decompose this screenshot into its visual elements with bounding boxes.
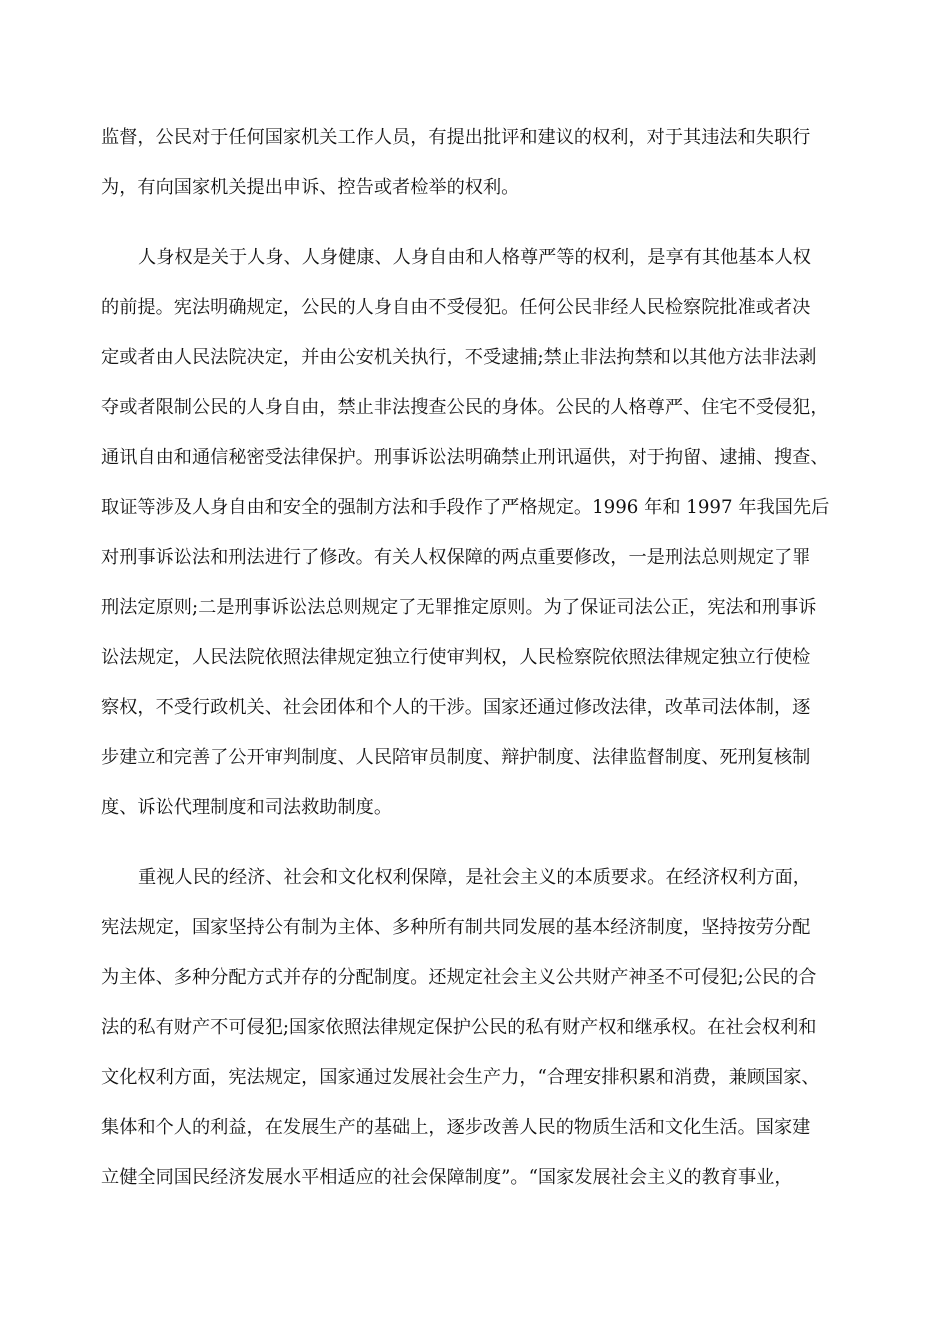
paragraph-2-line-8: 刑法定原则;二是刑事诉讼法总则规定了无罪推定原则。为了保证司法公正，宪法和刑事诉 xyxy=(101,597,817,618)
paragraph-2-line-6: 取证等涉及人身自由和安全的强制方法和手段作了严格规定。1996 年和 1997 年我国先后 xyxy=(101,497,830,518)
paragraph-3-line-7: 立健全同国民经济发展水平相适应的社会保障制度”。“国家发展社会主义的教育事业， xyxy=(101,1167,793,1188)
paragraph-2-line-11: 步建立和完善了公开审判制度、人民陪审员制度、辩护制度、法律监督制度、死刑复核制 xyxy=(101,747,811,768)
paragraph-2-line-2: 的前提。宪法明确规定，公民的人身自由不受侵犯。任何公民非经人民检察院批准或者决 xyxy=(101,297,811,318)
paragraph-3-line-3: 为主体、多种分配方式并存的分配制度。还规定社会主义公共财产神圣不可侵犯;公民的合 xyxy=(101,967,817,988)
paragraph-2-line-4: 夺或者限制公民的人身自由，禁止非法搜查公民的身体。公民的人格尊严、住宅不受侵犯， xyxy=(101,397,829,418)
paragraph-2-line-7: 对刑事诉讼法和刑法进行了修改。有关人权保障的两点重要修改，一是刑法总则规定了罪 xyxy=(101,547,811,568)
paragraph-2-line-12: 度、诉讼代理制度和司法救助制度。 xyxy=(101,797,393,818)
paragraph-3-line-1: 重视人民的经济、社会和文化权利保障，是社会主义的本质要求。在经济权利方面， xyxy=(138,867,811,888)
paragraph-2-line-5: 通讯自由和通信秘密受法律保护。刑事诉讼法明确禁止刑讯逼供，对于拘留、逮捕、搜查、 xyxy=(101,447,829,468)
paragraph-1-line-1: 监督，公民对于任何国家机关工作人员，有提出批评和建议的权利，对于其违法和失职行 xyxy=(101,127,811,148)
paragraph-2-line-9: 讼法规定，人民法院依照法律规定独立行使审判权，人民检察院依照法律规定独立行使检 xyxy=(101,647,811,668)
paragraph-1-line-2: 为，有向国家机关提出申诉、控告或者检举的权利。 xyxy=(101,177,520,198)
paragraph-3-line-5: 文化权利方面，宪法规定，国家通过发展社会生产力，“合理安排积累和消费，兼顾国家、 xyxy=(101,1067,820,1088)
paragraph-2-line-1: 人身权是关于人身、人身健康、人身自由和人格尊严等的权利，是享有其他基本人权 xyxy=(138,247,811,268)
paragraph-3-line-4: 法的私有财产不可侵犯;国家依照法律规定保护公民的私有财产权和继承权。在社会权利和 xyxy=(101,1017,817,1038)
paragraph-3-line-6: 集体和个人的利益，在发展生产的基础上，逐步改善人民的物质生活和文化生活。国家建 xyxy=(101,1117,811,1138)
paragraph-2-line-10: 察权，不受行政机关、社会团体和个人的干涉。国家还通过修改法律，改革司法体制，逐 xyxy=(101,697,811,718)
paragraph-2-line-3: 定或者由人民法院决定，并由公安机关执行，不受逮捕;禁止非法拘禁和以其他方法非法剥 xyxy=(101,347,817,368)
paragraph-3-line-2: 宪法规定，国家坚持公有制为主体、多种所有制共同发展的基本经济制度，坚持按劳分配 xyxy=(101,917,811,938)
